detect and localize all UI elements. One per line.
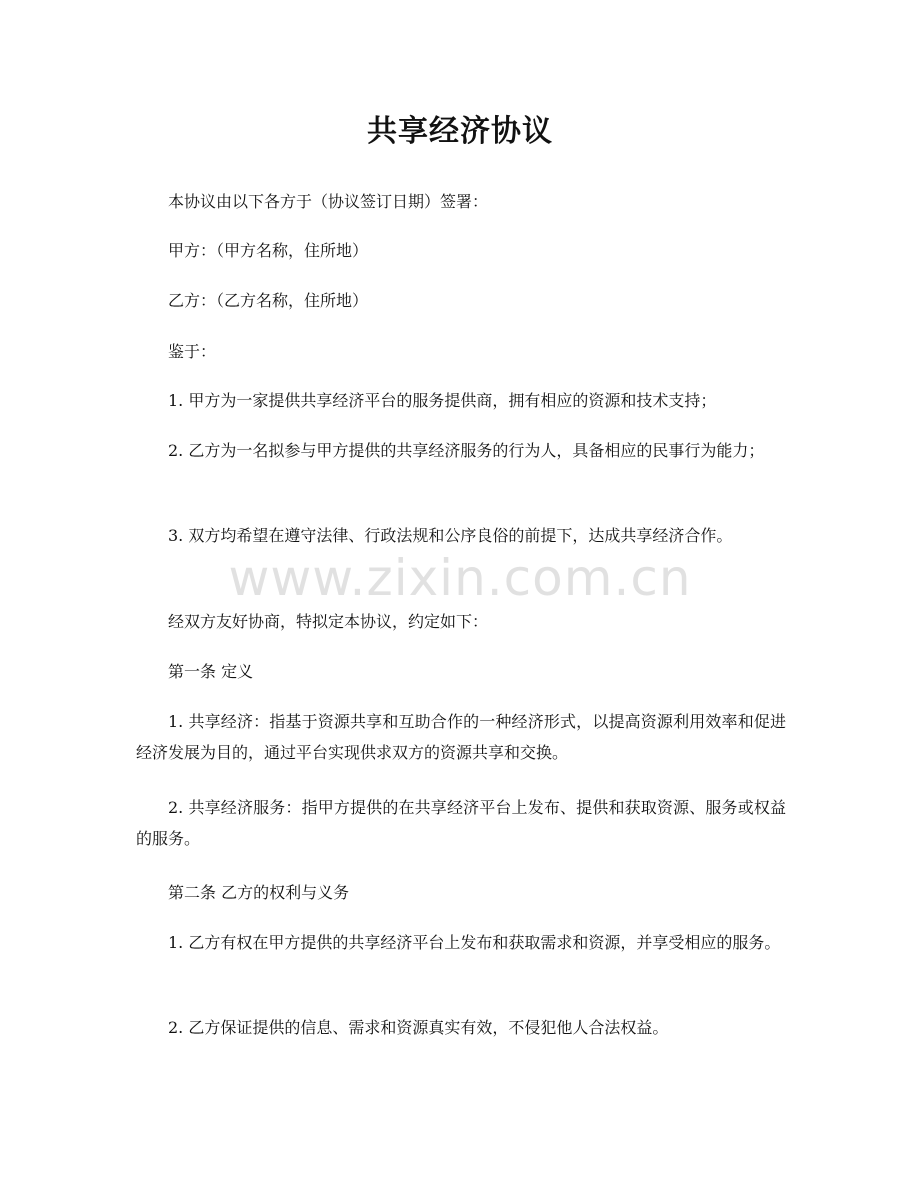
definition-2-paragraph: 2. 共享经济服务：指甲方提供的在共享经济平台上发布、提供和获取资源、服务或权益的服务。 xyxy=(136,798,786,848)
article-1-heading: 第一条 定义 xyxy=(168,662,254,681)
watermark: www.zixin.com.cn xyxy=(228,549,692,607)
party-a-paragraph: 甲方：（甲方名称，住所地） xyxy=(168,241,369,260)
recital-3-paragraph: 3. 双方均希望在遵守法律、行政法规和公序良俗的前提下，达成共享经济合作。 xyxy=(168,526,733,545)
party-b-paragraph: 乙方：（乙方名称，住所地） xyxy=(168,291,369,310)
preamble-paragraph: 本协议由以下各方于（协议签订日期）签署： xyxy=(168,192,489,211)
party-b-right-1-paragraph: 1. 乙方有权在甲方提供的共享经济平台上发布和获取需求和资源，并享受相应的服务。 xyxy=(168,933,781,952)
agreement-intro-paragraph: 经双方友好协商，特拟定本协议，约定如下： xyxy=(168,612,489,631)
recital-2-paragraph: 2. 乙方为一名拟参与甲方提供的共享经济服务的行为人，具备相应的民事行为能力； xyxy=(168,441,765,460)
whereas-heading: 鉴于： xyxy=(168,342,217,361)
article-2-heading: 第二条 乙方的权利与义务 xyxy=(168,883,350,902)
party-b-right-2-paragraph: 2. 乙方保证提供的信息、需求和资源真实有效，不侵犯他人合法权益。 xyxy=(168,1018,669,1037)
document-title: 共享经济协议 xyxy=(367,114,553,149)
recital-1-paragraph: 1. 甲方为一家提供共享经济平台的服务提供商，拥有相应的资源和技术支持； xyxy=(168,391,717,410)
definition-1-paragraph: 1. 共享经济：指基于资源共享和互助合作的一种经济形式，以提高资源利用效率和促进经济发展为目的，通过平台实现供求双方的资源共享和交换。 xyxy=(136,712,786,762)
